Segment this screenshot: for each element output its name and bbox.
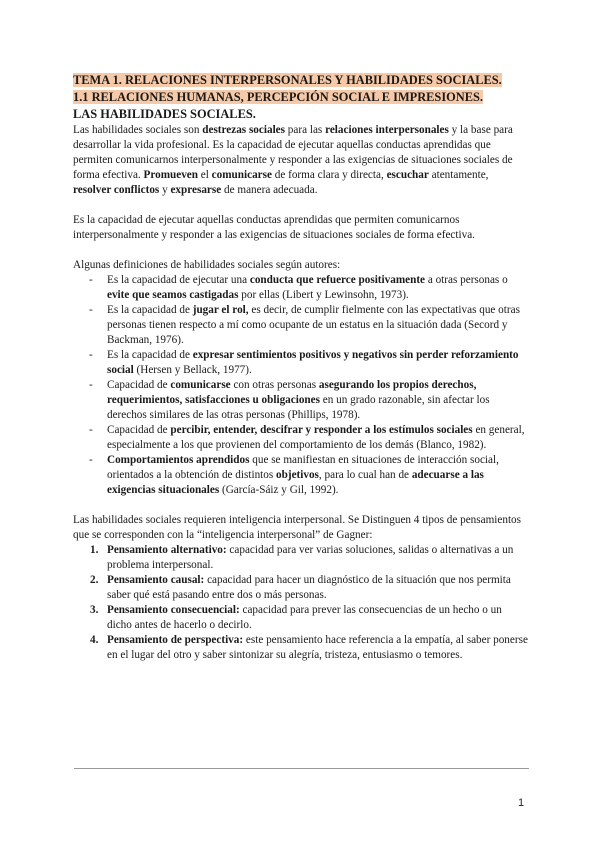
text-run: (Hersen y Bellack, 1977). [133, 364, 252, 376]
list-item [73, 603, 529, 633]
text-run: que se manifiestan en situaciones de interacción social, orientados a la obtención de distintos [107, 454, 499, 481]
bold-text: destrezas sociales [202, 124, 285, 136]
list-item [73, 633, 529, 663]
list-item [73, 303, 529, 348]
text-run: de manera adecuada. [221, 184, 318, 196]
text-run: el [198, 169, 212, 181]
text-run: por ellas (Libert y Lewinsohn, 1973). [238, 289, 409, 301]
text-run: Es la capacidad de [107, 304, 193, 316]
list-item [73, 573, 529, 603]
bold-text: comunicarse [211, 169, 272, 181]
bold-text: escuchar [386, 169, 429, 181]
text-run: Es la capacidad de [107, 349, 193, 361]
list-item [73, 348, 529, 378]
thought-description: capacidad para hacer un diagnóstico de la situación que nos permita saber qué está pasando entre dos o más personas. [107, 574, 511, 601]
thought-description: este pensamiento hace referencia a la empatía, al saber ponerse en el lugar del otro y saber sintonizar su alegría, tristeza, entusiasmo o temores. [107, 634, 528, 661]
thought-description: capacidad para prever las consecuencias de un hecho o un dicho antes de hacerlo o decirlo. [107, 604, 502, 631]
thoughts-intro: Las habilidades sociales requieren inteligencia interpersonal. Se Distinguen 4 tipos de pensamientos que se corresponden con la “inteligencia interpersonal” de Gagner: [73, 514, 521, 541]
bold-text: percibir, entender, descifrar y responder a los estímulos sociales [170, 424, 473, 436]
chapter-title: TEMA 1. RELACIONES INTERPERSONALES Y HABILIDADES SOCIALES. [73, 73, 502, 87]
bold-text: jugar el rol, [192, 304, 249, 316]
text-run: Es la capacidad de ejecutar una [107, 274, 250, 286]
bold-text: conducta que refuerce positivamente [249, 274, 426, 286]
text-run: para las [285, 124, 326, 136]
text-run: atentamente, [428, 169, 489, 181]
bold-text: Comportamientos aprendidos [107, 454, 250, 466]
thought-term: Pensamiento de perspectiva: [107, 634, 244, 646]
bold-text: asegurando los propios derechos, requerimientos, satisfacciones u obligaciones [107, 379, 477, 406]
intro-paragraph [73, 123, 529, 198]
list-item [73, 378, 529, 423]
list-number: 3. [90, 604, 99, 616]
text-run: Capacidad de [107, 424, 171, 436]
text-run: con otras personas [230, 379, 319, 391]
bold-text: evite que seamos castigadas [107, 289, 239, 301]
list-number: 4. [90, 634, 99, 646]
text-run: es decir, de cumplir fielmente con las expectativas que otras personas tienen respecto a mí como ocupante de un estatus en la situación dada (Secord y Backman, 1976). [107, 304, 520, 346]
definitions-intro: Algunas definiciones de habilidades sociales según autores: [73, 259, 341, 271]
text-run: , para lo cual han de [318, 469, 412, 481]
text-run: en un grado razonable, sin afectar los derechos similares de las otras personas (Phillips, 1978). [107, 394, 490, 421]
bold-text: adecuarse a las exigencias situacionales [107, 469, 484, 496]
text-run: Capacidad de [107, 379, 171, 391]
bold-text: resolver conflictos [73, 184, 160, 196]
thought-term: Pensamiento causal: [107, 574, 205, 586]
thought-description: capacidad para ver varias soluciones, salidas o alternativas a un problema interpersonal. [107, 544, 514, 571]
text-run: (García-Sáiz y Gil, 1992). [219, 484, 339, 496]
thought-term: Pensamiento consecuencial: [107, 604, 240, 616]
bold-text: expresar sentimientos positivos y negativos sin perder reforzamiento social [107, 349, 519, 376]
page-content [73, 72, 529, 663]
definition-paragraph: Es la capacidad de ejecutar aquellas conductas aprendidas que permiten comunicarnos interpersonalmente y responder a las exigencias de situaciones sociales de forma efectiva. [73, 214, 475, 241]
page-number: 1 [518, 797, 525, 809]
bold-text: relaciones interpersonales [325, 124, 449, 136]
thoughts-list [73, 543, 529, 663]
section-title: 1.1 RELACIONES HUMANAS, PERCEPCIÓN SOCIAL E IMPRESIONES. [73, 90, 483, 104]
definitions-list [73, 273, 529, 498]
bold-text: comunicarse [170, 379, 231, 391]
bold-text: objetivos [276, 469, 319, 481]
text-run: a otras personas o [425, 274, 508, 286]
bold-text: expresarse [170, 184, 222, 196]
bold-text: Promueven [143, 169, 198, 181]
text-run: y [159, 184, 171, 196]
thought-term: Pensamiento alternativo: [107, 544, 227, 556]
text-run: Las habilidades sociales son [73, 124, 203, 136]
list-item [73, 423, 529, 453]
text-run: y la base para desarrollar la vida profesional. Es la capacidad de ejecutar aquellas conductas aprendidas que permiten comunicarnos interpersonalmente y responder a las exigencias de situaciones sociales de forma efectiva. [73, 124, 513, 181]
list-number: 1. [90, 544, 99, 556]
text-run: en general, especialmente a los que provienen del comportamiento de los demás (Blanco, 1982). [107, 424, 525, 451]
list-item [73, 453, 529, 498]
list-item [73, 273, 529, 303]
subsection-title: LAS HABILIDADES SOCIALES. [73, 107, 256, 121]
list-number: 2. [90, 574, 99, 586]
list-item [73, 543, 529, 573]
text-run: de forma clara y directa, [271, 169, 387, 181]
footer-divider [74, 768, 529, 769]
